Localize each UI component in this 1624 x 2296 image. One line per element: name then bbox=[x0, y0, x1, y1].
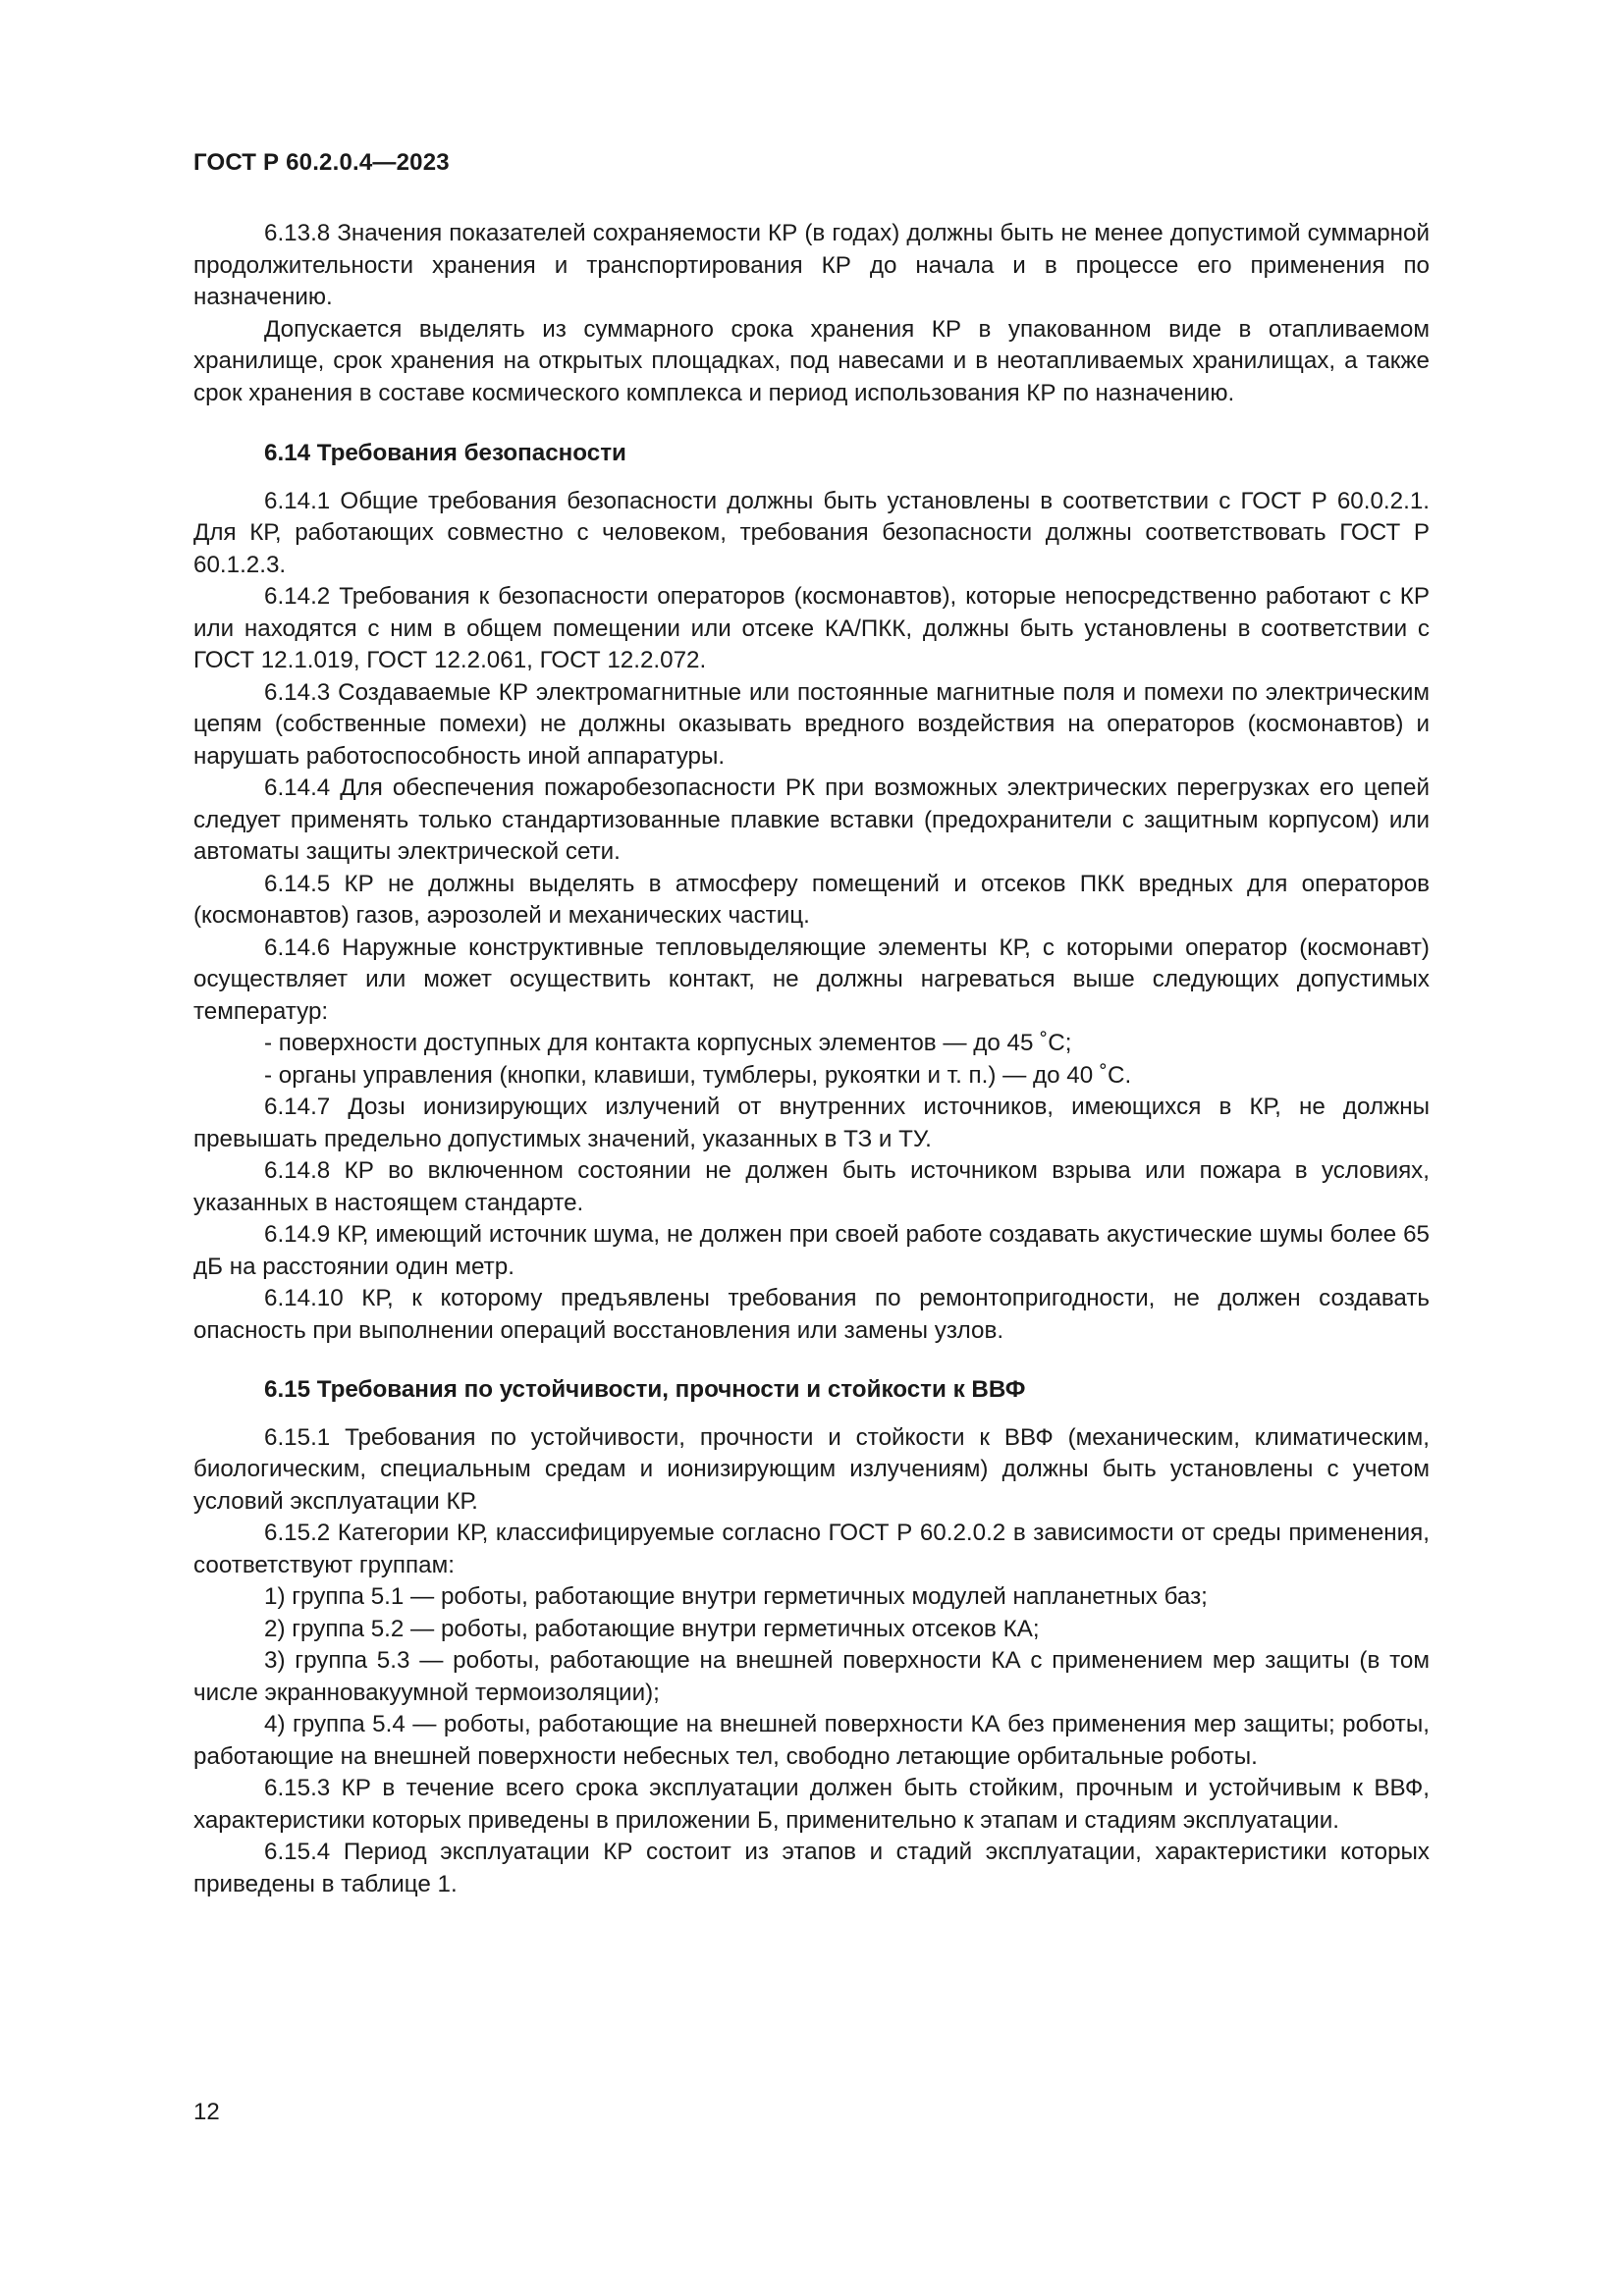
list-item-group-5-4: 4) группа 5.4 — роботы, работающие на внешней поверхности КА без применения мер защиты; роботы, работающие на внешней поверхности небесных тел, свободно летающие орбитальные роботы. bbox=[193, 1711, 1430, 1770]
paragraph-6-14-9: 6.14.9 КР, имеющий источник шума, не должен при своей работе создавать акустические шумы более 65 дБ на расстоянии один метр. bbox=[193, 1221, 1430, 1280]
paragraph-6-14-3: 6.14.3 Создаваемые КР электромагнитные или постоянные магнитные поля и помехи по электрическим цепям (собственные помехи) не должны оказывать вредного воздействия на операторов (космонавтов) и нарушать работоспособность иной аппаратуры. bbox=[193, 678, 1430, 770]
paragraph-6-14-10: 6.14.10 КР, к которому предъявлены требования по ремонтопригодности, не должен создавать опасность при выполнении операций восстановления или замены узлов. bbox=[193, 1285, 1430, 1344]
list-item-group-5-3: 3) группа 5.3 — роботы, работающие на внешней поверхности КА с применением мер защиты (в том числе экранновакуумной термоизоляции); bbox=[193, 1647, 1430, 1706]
page-number: 12 bbox=[193, 2099, 220, 2125]
list-item-group-5-2: 2) группа 5.2 — роботы, работающие внутри герметичных отсеков КА; bbox=[264, 1615, 1040, 1642]
section-title-6-15: 6.15 Требования по устойчивости, прочности и стойкости к ВВФ bbox=[264, 1376, 1026, 1403]
paragraph-6-14-2: 6.14.2 Требования к безопасности операторов (космонавтов), которые непосредственно работают с КР или находятся с ним в общем помещении или отсеке КА/ПКК, должны быть установлены в соответствии с ГОСТ 12.1.019, ГОСТ 12.2.061, ГОСТ 12.2.072. bbox=[193, 583, 1430, 673]
document-body bbox=[193, 218, 1430, 1900]
paragraph-6-15-3: 6.15.3 КР в течение всего срока эксплуатации должен быть стойким, прочным и устойчивым к ВВФ, характеристики которых приведены в приложении Б, применительно к этапам и стадиям эксплуатации. bbox=[193, 1775, 1430, 1834]
paragraph-6-13-8: 6.13.8 Значения показателей сохраняемости КР (в годах) должны быть не менее допустимой суммарной продолжительности хранения и транспортирования КР до начала и в процессе его применения по назначению. bbox=[193, 220, 1430, 310]
list-item-group-5-1: 1) группа 5.1 — роботы, работающие внутри герметичных модулей напланетных баз; bbox=[264, 1583, 1208, 1610]
paragraph-6-15-1: 6.15.1 Требования по устойчивости, прочности и стойкости к ВВФ (механическим, климатическим, биологическим, специальным средам и ионизирующим излучениям) должны быть установлены с учетом условий эксплуатации КР. bbox=[193, 1423, 1430, 1515]
paragraph-6-14-4: 6.14.4 Для обеспечения пожаробезопасности РК при возможных электрических перегрузках его цепей следует применять только стандартизованные плавкие вставки (предохранители с защитным корпусом) или автоматы защиты электрической сети. bbox=[193, 774, 1430, 865]
paragraph-6-15-2: 6.15.2 Категории КР, классифицируемые согласно ГОСТ Р 60.2.0.2 в зависимости от среды применения, соответствуют группам: bbox=[193, 1520, 1430, 1578]
section-title-6-14: 6.14 Требования безопасности bbox=[264, 440, 626, 466]
document-header-code: ГОСТ Р 60.2.0.4—2023 bbox=[193, 149, 450, 176]
paragraph-6-15-4: 6.15.4 Период эксплуатации КР состоит из этапов и стадий эксплуатации, характеристики которых приведены в таблице 1. bbox=[193, 1839, 1430, 1897]
paragraph-6-14-8: 6.14.8 КР во включенном состоянии не должен быть источником взрыва или пожара в условиях, указанных в настоящем стандарте. bbox=[193, 1157, 1430, 1216]
paragraph-6-14-6: 6.14.6 Наружные конструктивные тепловыделяющие элементы КР, с которыми оператор (космонавт) осуществляет или может осуществить контакт, не должны нагреваться выше следующих допустимых температур: bbox=[193, 934, 1430, 1025]
list-item-temperature-housing: - поверхности доступных для контакта корпусных элементов — до 45 ˚С; bbox=[264, 1030, 1072, 1056]
paragraph-6-14-5: 6.14.5 КР не должны выделять в атмосферу помещений и отсеков ПКК вредных для операторов (космонавтов) газов, аэрозолей и механических частиц. bbox=[193, 870, 1430, 929]
paragraph-6-13-8-note: Допускается выделять из суммарного срока хранения КР в упакованном виде в отапливаемом хранилище, срок хранения на открытых площадках, под навесами и в неотапливаемых хранилищах, а также срок хранения в составе космического комплекса и период использования КР по назначению. bbox=[193, 315, 1430, 406]
paragraph-6-14-7: 6.14.7 Дозы ионизирующих излучений от внутренних источников, имеющихся в КР, не должны превышать предельно допустимых значений, указанных в ТЗ и ТУ. bbox=[193, 1094, 1430, 1152]
list-item-temperature-controls: - органы управления (кнопки, клавиши, тумблеры, рукоятки и т. п.) — до 40 ˚С. bbox=[264, 1061, 1132, 1089]
paragraph-6-14-1: 6.14.1 Общие требования безопасности должны быть установлены в соответствии с ГОСТ Р 60.0.2.1. Для КР, работающих совместно с человеком, требования безопасности должны соответствовать ГОСТ Р 60.1.2.3. bbox=[193, 487, 1430, 578]
